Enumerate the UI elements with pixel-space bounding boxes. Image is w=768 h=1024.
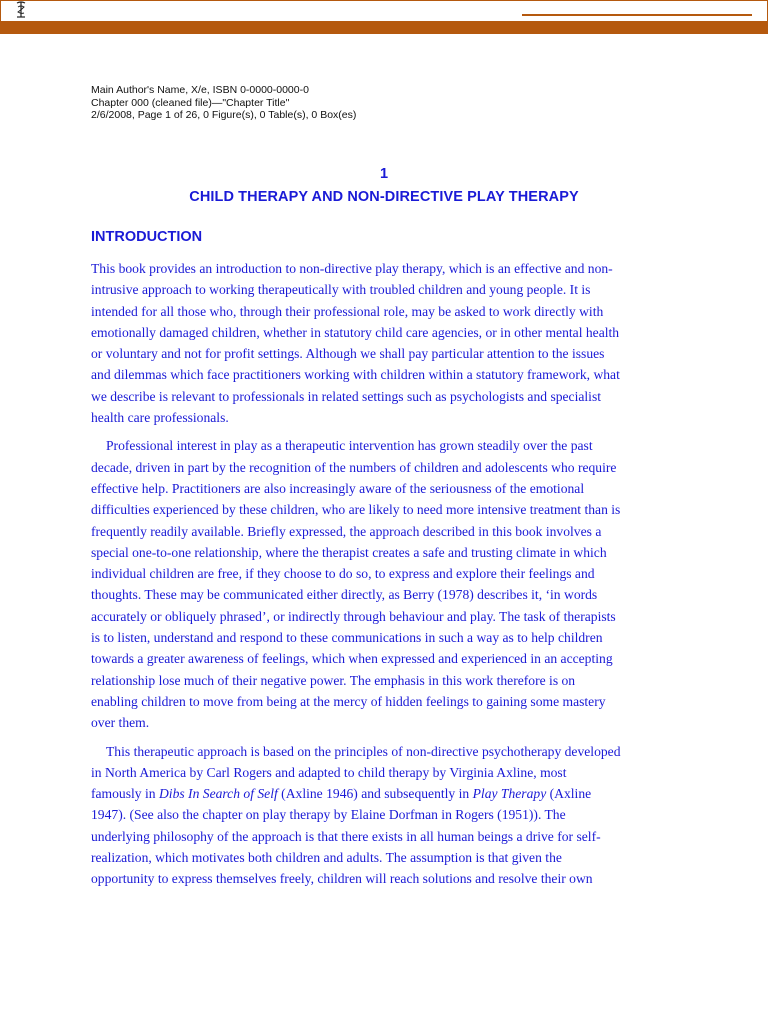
file-metadata xyxy=(91,84,356,122)
text-line: towards a greater awareness of feelings, which when expressed and experienced in an accepting xyxy=(91,651,613,667)
text-line: intrusive approach to working therapeutically with troubled children and young people. It is xyxy=(91,282,591,298)
meta-author-isbn: Main Author's Name, X/e, ISBN 0-0000-0000-0 xyxy=(91,84,309,96)
chapter-title: CHILD THERAPY AND NON-DIRECTIVE PLAY THERAPY xyxy=(189,189,579,205)
header-rule-line xyxy=(522,14,752,16)
meta-chapter: Chapter 000 (cleaned file)—"Chapter Title" xyxy=(91,96,290,109)
text-line: and dilemmas which face practitioners working with children within a statutory framework, what xyxy=(91,367,620,383)
text-line: emotionally damaged children, whether in statutory child care agencies, or in other mental health xyxy=(91,324,620,340)
text-line: This therapeutic approach is based on the principles of non-directive psychotherapy developed xyxy=(106,743,621,759)
text-line: thoughts. These may be communicated either directly, as Berry (1978) describes it, ‘in words xyxy=(91,587,598,603)
body-text xyxy=(91,258,681,897)
meta-date-page: 2/6/2008, Page 1 of 26, 0 Figure(s), 0 Table(s), 0 Box(es) xyxy=(91,109,357,121)
text-line: underlying philosophy of the approach is that there exists in all human beings a drive for self- xyxy=(91,828,601,844)
text-line xyxy=(91,783,681,804)
text-line: decade, driven in part by the recognition of the numbers of children and adolescents who require xyxy=(91,459,617,475)
text-line: we describe is relevant to professionals in related settings such as psychologists and specialist xyxy=(91,388,602,404)
text-line: in North America by Carl Rogers and adapted to child therapy by Virginia Axline, most xyxy=(91,764,567,780)
paragraph-1 xyxy=(91,258,681,428)
text-line: Professional interest in play as a therapeutic intervention has grown steadily over the past xyxy=(106,438,593,454)
text-line: over them. xyxy=(91,715,150,731)
section-heading: INTRODUCTION xyxy=(91,229,203,245)
text-line: health care professionals. xyxy=(91,410,229,426)
book-title-dibs: Dibs In Search of Self xyxy=(158,786,278,802)
text-line: is to listen, understand and respond to these communications in such a way as to help children xyxy=(91,630,603,646)
text-segment: famously in xyxy=(91,786,159,802)
text-line: frequently readily available. Briefly expressed, the approach described in this book involves a xyxy=(91,523,602,539)
chapter-number: 1 xyxy=(379,166,389,182)
text-line: intended for all those who, through their professional role, may be asked to work directly with xyxy=(91,303,604,319)
text-line: relationship lose much of their negative power. The emphasis in this work therefore is on xyxy=(91,672,576,688)
text-segment: (Axline 1946) and subsequently in xyxy=(277,786,473,802)
text-line: or voluntary and not for profit settings. Although we shall pay particular attention to the issues xyxy=(91,346,605,362)
text-line: enabling children to move from being at the mercy of hidden feelings to gaining some mastery xyxy=(91,693,606,709)
book-title-play-therapy: Play Therapy xyxy=(472,786,547,802)
paragraph-3 xyxy=(91,741,681,890)
text-segment: (Axline xyxy=(546,786,592,802)
paragraph-2 xyxy=(91,435,681,733)
text-line: This book provides an introduction to non-directive play therapy, which is an effective and non- xyxy=(91,261,613,276)
header-strip xyxy=(0,0,768,21)
page-header-band xyxy=(0,0,768,34)
text-line: opportunity to express themselves freely, children will reach solutions and resolve their own xyxy=(91,871,593,887)
text-line: 1947). (See also the chapter on play therapy by Elaine Dorfman in Rogers (1951)). The xyxy=(91,807,566,823)
header-accent-bar xyxy=(0,21,768,34)
text-line: accurately or obliquely phrased’, or indirectly through behaviour and play. The task of therapists xyxy=(91,608,616,624)
text-line: effective help. Practitioners are also increasingly aware of the seriousness of the emotional xyxy=(91,480,585,496)
text-line: individual children are free, if they choose to do so, to express and explore their feelings and xyxy=(91,566,595,582)
text-line: difficulties experienced by these children, who are likely to need more intensive treatment than is xyxy=(91,502,621,518)
text-line: special one-to-one relationship, where the therapist creates a safe and trusting climate in which xyxy=(91,544,607,560)
publisher-logo-icon xyxy=(14,1,28,19)
text-line: realization, which motivates both children and adults. The assumption is that given the xyxy=(91,850,562,866)
